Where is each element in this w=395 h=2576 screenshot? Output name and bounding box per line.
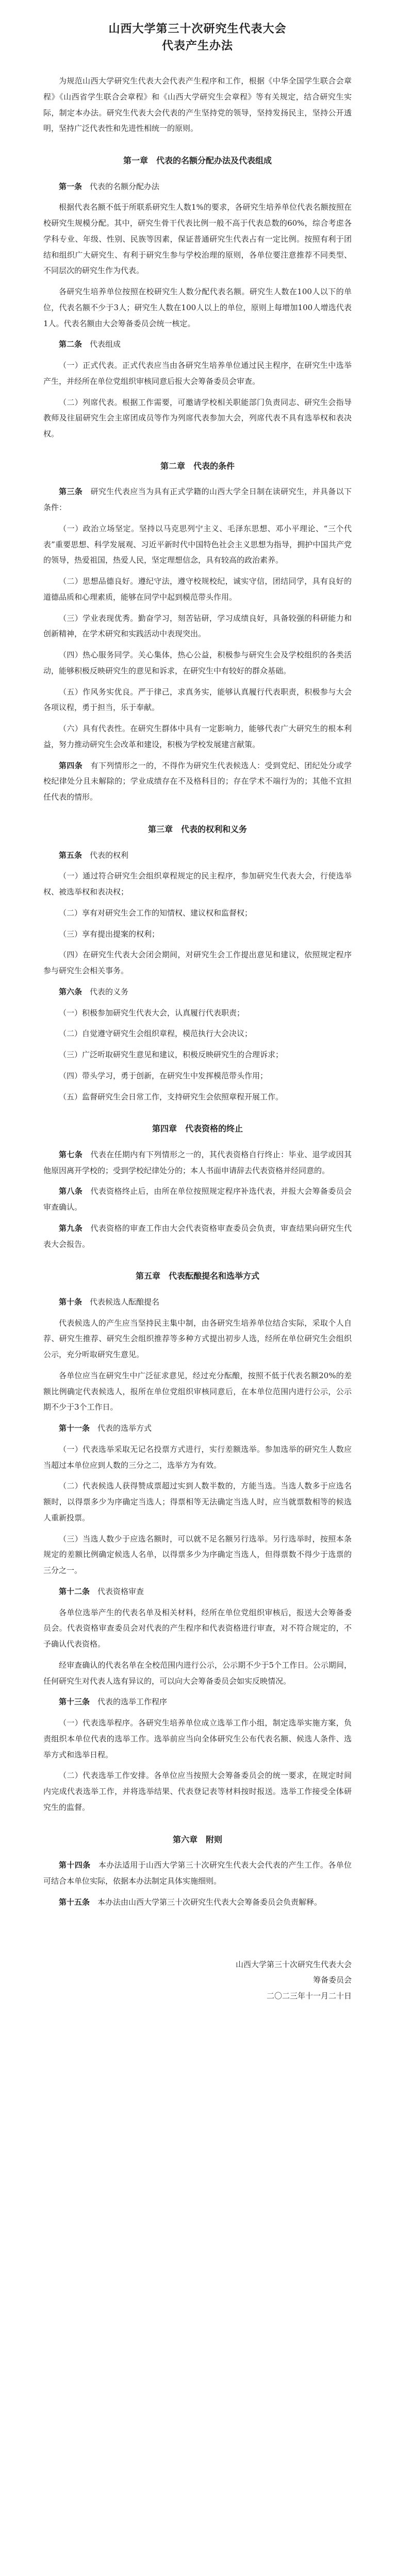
article-paragraph: [43, 1857, 352, 1889]
article-paragraph: [43, 1147, 352, 1179]
chapter-heading: 第二章 代表的条件: [160, 461, 235, 471]
article-label: 第八条: [59, 1187, 83, 1196]
article-text: （四）热心服务同学。关心集体，热心公益，积极参与研究生会及学校组织的各类活动，能够积极反映研究生的意见和诉求，在研究生中有较好的群众基础。: [43, 650, 352, 675]
chapter-heading: 第三章 代表的权利和义务: [147, 824, 247, 834]
article-paragraph: [43, 1694, 352, 1710]
article-label: 第四条: [59, 760, 83, 770]
chapter-heading: 第一章 代表的名额分配办法及代表组成: [123, 156, 272, 165]
article-label: 第一条: [59, 181, 83, 191]
article-paragraph: [43, 868, 352, 900]
article-paragraph: [43, 1294, 352, 1310]
article-paragraph: [43, 1584, 352, 1600]
article-paragraph: [43, 926, 352, 942]
article-paragraph: [43, 611, 352, 642]
article-paragraph: [43, 1531, 352, 1579]
article-paragraph: [43, 905, 352, 921]
article-paragraph: [43, 358, 352, 389]
article-text: （一）正式代表。正式代表应当由各研究生培养单位通过民主程序，在研究生中选举产生，并经所在单位党组织审核同意后报大会筹备委员会审查。: [43, 361, 352, 386]
article-paragraph: [43, 1478, 352, 1526]
signature-date: 二〇二三年十一月二十日: [266, 1991, 352, 2001]
article-text: 代表的选举工作程序: [97, 1697, 168, 1707]
article-label: 第十四条: [59, 1860, 91, 1870]
article-text: （二）代表候选人获得赞成票超过实到人数半数的，方能当选。当选人数多于应选名额时，以得票多少为序确定当选人；得票相等无法确定当选人时，应当就票数相等的候选人重新投票。: [43, 1481, 352, 1522]
article-paragraph: [43, 1047, 352, 1063]
article-text: （四）带头学习，勇于创新，在研究生中发挥模范带头作用；: [59, 1071, 268, 1080]
article-text: （五）作风务实优良。严于律己，求真务实，能够认真履行代表职责，积极参与大会各项议程，勇于担当，乐于奉献。: [43, 687, 352, 713]
article-paragraph: [43, 395, 352, 442]
signature-org: 山西大学第三十次研究生代表大会: [235, 1959, 352, 1969]
article-text: （三）广泛听取研究生意见和建议，积极反映研究生的合理诉求；: [59, 1050, 284, 1060]
article-text: （一）代表选举采取无记名投票方式进行，实行差额选举。参加选举的研究生人数应当超过本单位应到人数的三分之二，选举方为有效。: [43, 1444, 352, 1470]
article-text: （三）享有提出提案的权利；: [59, 929, 160, 939]
article-label: 第十条: [59, 1297, 83, 1307]
article-text: （四）在研究生代表大会闭会期间，对研究生会工作提出意见和建议，依照规定程序参与研究生会相关事务。: [43, 950, 352, 976]
article-text: 代表候选人的产生应当坚持民主集中制，由各研究生培养单位结合实际，采取个人自荐、研究生推荐、研究生会组织推荐等多种方式提出初步人选，经所在单位研究生会组织公示，充分听取研究生意见。: [43, 1318, 352, 1360]
article-text: 根据代表名额不低于所联系研究生人数1%的要求，各研究生培养单位代表名额按照在校研究生规模分配。其中，研究生骨干代表比例一般不高于代表总数的60%，综合考虑各学科专业、年级、性别、民族等因素，保证普通研究生代表占有一定比例。按照有利于团结和组织广大研究生、有利于研究生参与学校治理的原则，各单位要注意推荐不同类型、不同层次的研究生作为代表。: [43, 202, 352, 276]
article-text: 各研究生培养单位按照在校研究生人数分配代表名额。研究生人数在100人以下的单位，代表名额不少于3人；研究生人数在100人以上的单位，原则上每增加100人增选代表1人。代表名额由大会筹备委员会统一核定。: [43, 287, 352, 328]
article-label: 第三条: [59, 487, 83, 497]
article-paragraph: [43, 484, 352, 516]
article-text: 代表组成: [90, 340, 121, 349]
article-paragraph: [43, 721, 352, 753]
article-text: 经审查确认的代表名单在全校范围内进行公示，公示期不少于5个工作日。公示期间，任何研究生对代表人选有异议的，可以向大会筹备委员会如实反映情况。: [43, 1660, 352, 1686]
article-text: （二）享有对研究生会工作的知情权、建议权和监督权；: [59, 908, 253, 918]
article-paragraph: [43, 1420, 352, 1436]
article-text: 本办法由山西大学第三十次研究生代表大会筹备委员会负责解释。: [97, 1897, 322, 1907]
article-label: 第十三条: [59, 1697, 90, 1707]
article-paragraph: [43, 1894, 352, 1910]
article-text: （二）代表选举工作安排。各单位应当按照大会筹备委员会的统一要求，在规定时间内完成代表选举工作，并将选举结果、代表登记表等材料按时报送。选举工作接受全体研究生的监督。: [43, 1771, 352, 1812]
article-text: 代表资格的审查工作由大会代表资格审查委员会负责，审查结果向研究生代表大会报告。: [43, 1223, 352, 1249]
article-text: （三）当选人数少于应选名额时，可以就不足名额另行选举。另行选举时，按照本条规定的差额比例确定候选人名单，以得票多少为序确定当选人，但得票数不得少于选票的三分之一。: [43, 1534, 352, 1575]
article-paragraph: [43, 1089, 352, 1105]
article-text: （一）通过符合研究生会组织章程规定的民主程序，参加研究生代表大会，行使选举权、被选举权和表决权；: [43, 871, 352, 897]
article-paragraph: [43, 1605, 352, 1652]
article-label: 第十五条: [59, 1897, 90, 1907]
article-paragraph: [43, 1657, 352, 1689]
article-text: （一）代表选举程序。各研究生培养单位成立选举工作小组，制定选举实施方案，负责组织本单位代表的选举工作。选举前应当向全体研究生公布代表名额、候选人条件、选举方式和选举日程。: [43, 1718, 352, 1759]
article-text: 代表在任期内有下列情形之一的，其代表资格自行终止：毕业、退学或因其他原因离开学校的；受到学校纪律处分的；本人书面申请辞去代表资格并经同意的。: [43, 1149, 352, 1175]
article-text: （二）列席代表。根据工作需要，可邀请学校相关职能部门负责同志、研究生会指导教师及往届研究生会主席团成员等作为列席代表参加大会，列席代表不具有选举权和表决权。: [43, 397, 352, 439]
article-paragraph: [43, 1221, 352, 1252]
article-text: 代表的名额分配办法: [90, 181, 160, 191]
article-text: 代表的义务: [90, 987, 129, 996]
article-text: （一）政治立场坚定。坚持以马克思列宁主义、毛泽东思想、邓小平理论、“三个代表”重要思想、科学发展观、习近平新时代中国特色社会主义思想为指导，拥护中国共产党的领导，热爱祖国，热爱人民，坚定理想信念，具有较高的政治素养。: [43, 523, 352, 565]
article-paragraph: [43, 848, 352, 863]
signature-committee: 筹备委员会: [312, 1975, 352, 1985]
article-text: 有下列情形之一的，不得作为研究生代表候选人：受到党纪、团纪处分或学校纪律处分且未解除的；学业成绩存在不及格科目的；存在学术不端行为的；其他不宜担任代表的情形。: [43, 760, 352, 802]
signature-block: [43, 1957, 352, 2004]
article-paragraph: [43, 984, 352, 1000]
article-label: 第五条: [59, 850, 83, 860]
article-label: 第十一条: [59, 1423, 90, 1433]
article-label: 第七条: [59, 1149, 83, 1159]
article-text: 代表候选人酝酿提名: [90, 1297, 160, 1307]
article-text: （六）具有代表性。在研究生群体中具有一定影响力，能够代表广大研究生的根本利益，努力推动研究生会改革和建设，积极为学校发展建言献策。: [43, 724, 352, 749]
article-label: 第十二条: [59, 1586, 90, 1596]
article-text: （一）积极参加研究生代表大会，认真履行代表职责；: [59, 1008, 245, 1018]
article-paragraph: [43, 1005, 352, 1021]
chapter-heading: 第六章 附则: [172, 1834, 222, 1844]
article-paragraph: [43, 1368, 352, 1415]
article-label: 第六条: [59, 987, 83, 996]
article-paragraph: [43, 521, 352, 568]
article-text: 各单位选举产生的代表名单及相关材料，经所在单位党组织审核后，报送大会筹备委员会。代表资格审查委员会对代表的产生程序和代表资格进行审查，对不符合规定的，不予确认代表资格。: [43, 1607, 352, 1649]
article-text: 代表资格终止后，由所在单位按照规定程序补选代表，并报大会筹备委员会审查确认。: [43, 1187, 352, 1212]
article-paragraph: [43, 1183, 352, 1215]
article-label: 第九条: [59, 1223, 83, 1233]
article-paragraph: [43, 199, 352, 279]
article-paragraph: [43, 1715, 352, 1762]
article-text: 本办法适用于山西大学第三十次研究生代表大会代表的产生工作。各单位可结合本单位实际，依据本办法制定具体实施细则。: [43, 1860, 352, 1886]
article-text: （二）思想品德良好。遵纪守法，遵守校规校纪，诚实守信，团结同学，具有良好的道德品质和心理素质，能够在同学中起到模范带头作用。: [43, 577, 352, 602]
article-text: （五）监督研究生会日常工作，支持研究生会依照章程开展工作。: [59, 1092, 284, 1101]
article-text: 各单位应当在研究生中广泛征求意见，经过充分酝酿，按照不低于代表名额20%的差额比例确定代表候选人，报所在单位党组织审核同意后，在本单位范围内进行公示，公示期不少于3个工作日。: [43, 1370, 352, 1412]
article-paragraph: [43, 573, 352, 605]
chapters-container: [43, 154, 352, 1910]
article-paragraph: [43, 1026, 352, 1042]
chapter-heading: 第五章 代表酝酿提名和选举方式: [135, 1271, 259, 1281]
article-paragraph: [43, 284, 352, 331]
article-text: 研究生代表应当为具有正式学籍的山西大学全日制在读研究生，并具备以下条件：: [43, 487, 352, 513]
article-paragraph: [43, 179, 352, 195]
article-paragraph: [43, 684, 352, 716]
article-paragraph: [43, 1068, 352, 1084]
article-paragraph: [43, 647, 352, 679]
article-paragraph: [43, 1442, 352, 1473]
article-text: （三）学业表现优秀。勤奋学习，刻苦钻研，学习成绩良好，具备较强的科研能力和创新精神，在学术研究和实践活动中表现突出。: [43, 613, 352, 639]
doc-title-line1: 山西大学第三十次研究生代表大会: [108, 22, 287, 36]
article-text: （二）自觉遵守研究生会组织章程，模范执行大会决议；: [59, 1029, 253, 1039]
doc-title-line2: 代表产生办法: [161, 39, 233, 53]
article-text: 代表的选举方式: [97, 1423, 152, 1433]
article-text: 代表的权利: [90, 850, 129, 860]
article-label: 第二条: [59, 340, 83, 349]
article-paragraph: [43, 947, 352, 979]
article-paragraph: [43, 1768, 352, 1815]
intro-paragraph: 为规范山西大学研究生代表大会代表产生程序和工作，根据《中华全国学生联合会章程》《山西省学生联合会章程》和《山西大学研究生会章程》等有关规定，结合研究生实际，制定本办法。研究生代表大会代表的产生坚持党的领导，坚持发扬民主，坚持公开透明，坚持广泛代表性和先进性相统一的原则。: [43, 76, 352, 133]
article-paragraph: [43, 1315, 352, 1363]
chapter-heading: 第四章 代表资格的终止: [152, 1124, 243, 1134]
article-paragraph: [43, 336, 352, 352]
article-paragraph: [43, 758, 352, 805]
article-text: 代表资格审查: [97, 1586, 144, 1596]
